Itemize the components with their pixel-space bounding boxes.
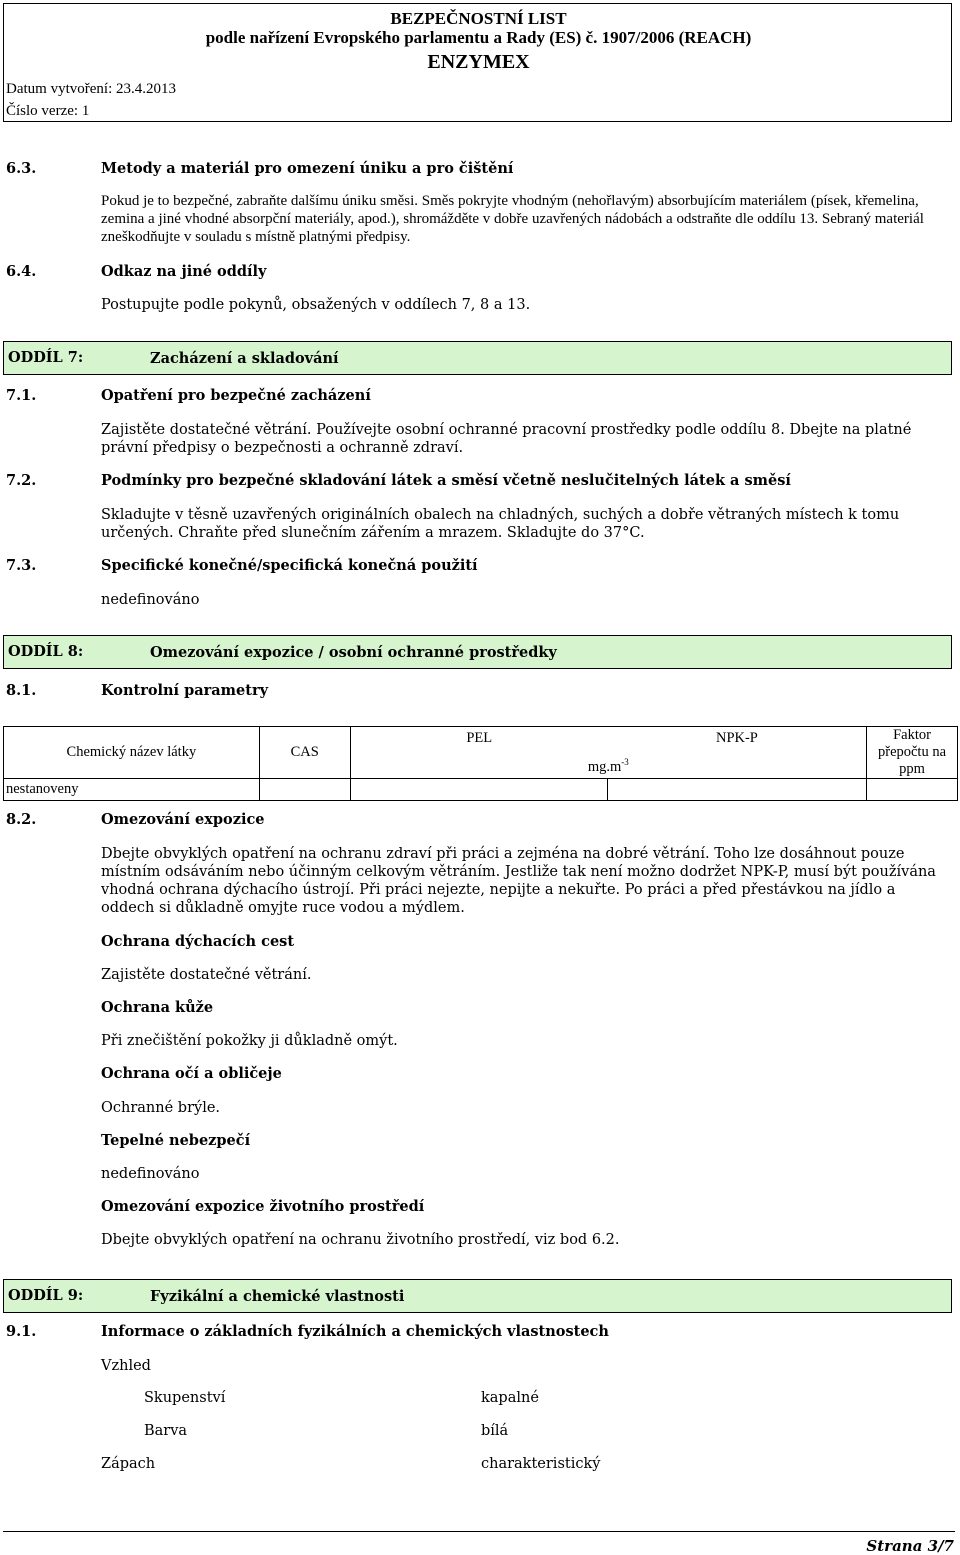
- regulation-line: podle nařízení Evropského parlamentu a Rady (ES) č. 1907/2006 (REACH): [205, 28, 752, 47]
- section-9-label: ODDÍL 9:: [8, 1287, 84, 1304]
- column-pel: PEL: [350, 727, 608, 750]
- section-9-1-title: Informace o základních fyzikálních a chemických vlastnostech: [101, 1323, 609, 1340]
- respiratory-protection-title: Ochrana dýchacích cest: [101, 933, 295, 950]
- page-number: Strana 3/7: [866, 1537, 954, 1555]
- appearance-label: Vzhled: [101, 1358, 151, 1374]
- section-6-4-title: Odkaz na jiné oddíly: [101, 263, 267, 280]
- section-8-label: ODDÍL 8:: [8, 643, 84, 660]
- version-number: Číslo verze: 1: [6, 103, 90, 119]
- section-6-4-number: 6.4.: [6, 263, 37, 280]
- section-6-4-text: Postupujte podle pokynů, obsažených v oddílech 7, 8 a 13.: [101, 297, 531, 313]
- section-6-3-text: Pokud je to bezpečné, zabraňte dalšímu úniku směsi. Směs pokryjte vhodným (nehořlavým) absorbujícím materiálem (písek, křemelina, zemina a jiné vhodné absorpční materiály, apod.), shromážděte v dobře uzavřených nádobách a odstraňte dle oddílu 13. Sebraný materiál zneškodňujte v souladu s místně platnými předpisy.: [101, 193, 924, 245]
- color-label: Barva: [144, 1423, 188, 1439]
- unit-base: mg.m: [587, 758, 622, 775]
- table-row-value: nestanoveny: [4, 779, 260, 801]
- thermal-hazard-title: Tepelné nebezpečí: [101, 1132, 251, 1149]
- column-npk-p: NPK-P: [608, 727, 867, 750]
- section-7-2-title: Podmínky pro bezpečné skladování látek a směsí včetně neslučitelných látek a směsí: [101, 472, 791, 489]
- skin-protection-title: Ochrana kůže: [101, 999, 214, 1016]
- section-9-1-number: 9.1.: [6, 1323, 37, 1340]
- thermal-hazard-text: nedefinováno: [101, 1166, 200, 1182]
- document-header: [3, 3, 952, 122]
- section-8-2-title: Omezování expozice: [101, 811, 265, 828]
- section-7-1-number: 7.1.: [6, 387, 37, 404]
- section-8-1-title: Kontrolní parametry: [101, 682, 269, 699]
- section-7-2-text: Skladujte v těsně uzavřených originálních obalech na chladných, suchých a dobře větraných místech k tomu určených. Chraňte před slunečním zářením a mrazem. Skladujte do 37°C.: [101, 507, 900, 541]
- footer-rule: [3, 1531, 955, 1532]
- odor-value: charakteristický: [481, 1456, 601, 1472]
- section-7-1-text: Zajistěte dostatečné větrání. Používejte osobní ochranné pracovní prostředky podle oddílu 8. Dbejte na platné právní předpisy o bezpečnosti a ochranně zdraví.: [101, 422, 912, 456]
- section-6-3-number: 6.3.: [6, 160, 37, 177]
- column-conversion-factor: Faktor přepočtu na ppm: [867, 727, 958, 779]
- section-7-label: ODDÍL 7:: [8, 349, 84, 366]
- column-unit: [350, 750, 866, 779]
- exposure-limits-table: [3, 726, 958, 801]
- environmental-exposure-text: Dbejte obvyklých opatření na ochranu životního prostředí, viz bod 6.2.: [101, 1232, 620, 1248]
- table-cell-pel: [350, 779, 608, 801]
- column-chemical-name: Chemický název látky: [4, 727, 260, 779]
- section-7-3-number: 7.3.: [6, 557, 37, 574]
- table-cell-factor: [867, 779, 958, 801]
- document-title: BEZPEČNOSTNÍ LIST: [390, 9, 567, 28]
- odor-label: Zápach: [101, 1456, 156, 1472]
- section-7-3-text: nedefinováno: [101, 592, 200, 608]
- respiratory-protection-text: Zajistěte dostatečné větrání.: [101, 967, 312, 983]
- section-9-header: [3, 1279, 952, 1313]
- section-8-header: [3, 635, 952, 669]
- section-8-2-text: Dbejte obvyklých opatření na ochranu zdraví při práci a zejména na dobré větrání. Toho lze dosáhnout pouze místním odsáváním nebo účinným celkovým větráním. Jestliže tak není možno dodržet NPK-P, musí být používána vhodná ochrana dýchacího ústrojí. Při práci nejezte, nepijte a nekuřte. Po práci a před přestávkou na jídlo a oddech si důkladně omyjte ruce vodou a mýdlem.: [101, 846, 936, 916]
- column-cas: CAS: [259, 727, 350, 779]
- section-7-1-title: Opatření pro bezpečné zacházení: [101, 387, 371, 404]
- eye-protection-text: Ochranné brýle.: [101, 1100, 221, 1116]
- section-7-3-title: Specifické konečné/specifická konečná použití: [101, 557, 478, 574]
- section-7-header: [3, 341, 952, 375]
- section-7-2-number: 7.2.: [6, 472, 37, 489]
- section-8-1-number: 8.1.: [6, 682, 37, 699]
- section-8-2-number: 8.2.: [6, 811, 37, 828]
- skin-protection-text: Při znečištění pokožky ji důkladně omýt.: [101, 1033, 398, 1049]
- section-7-title: Zacházení a skladování: [150, 350, 339, 367]
- creation-date: Datum vytvoření: 23.4.2013: [6, 81, 176, 97]
- section-8-title: Omezování expozice / osobní ochranné prostředky: [150, 644, 557, 661]
- table-cell-cas: [259, 779, 350, 801]
- section-9-title: Fyzikální a chemické vlastnosti: [150, 1288, 405, 1305]
- physical-state-value: kapalné: [481, 1390, 539, 1406]
- eye-protection-title: Ochrana očí a obličeje: [101, 1065, 282, 1082]
- physical-state-label: Skupenství: [144, 1390, 226, 1406]
- table-cell-npk-p: [608, 779, 867, 801]
- product-name: ENZYMEX: [427, 51, 530, 73]
- section-6-3-title: Metody a materiál pro omezení úniku a pro čištění: [101, 160, 514, 177]
- unit-exponent: -3: [621, 756, 629, 767]
- environmental-exposure-title: Omezování expozice životního prostředí: [101, 1198, 425, 1215]
- color-value: bílá: [481, 1423, 509, 1439]
